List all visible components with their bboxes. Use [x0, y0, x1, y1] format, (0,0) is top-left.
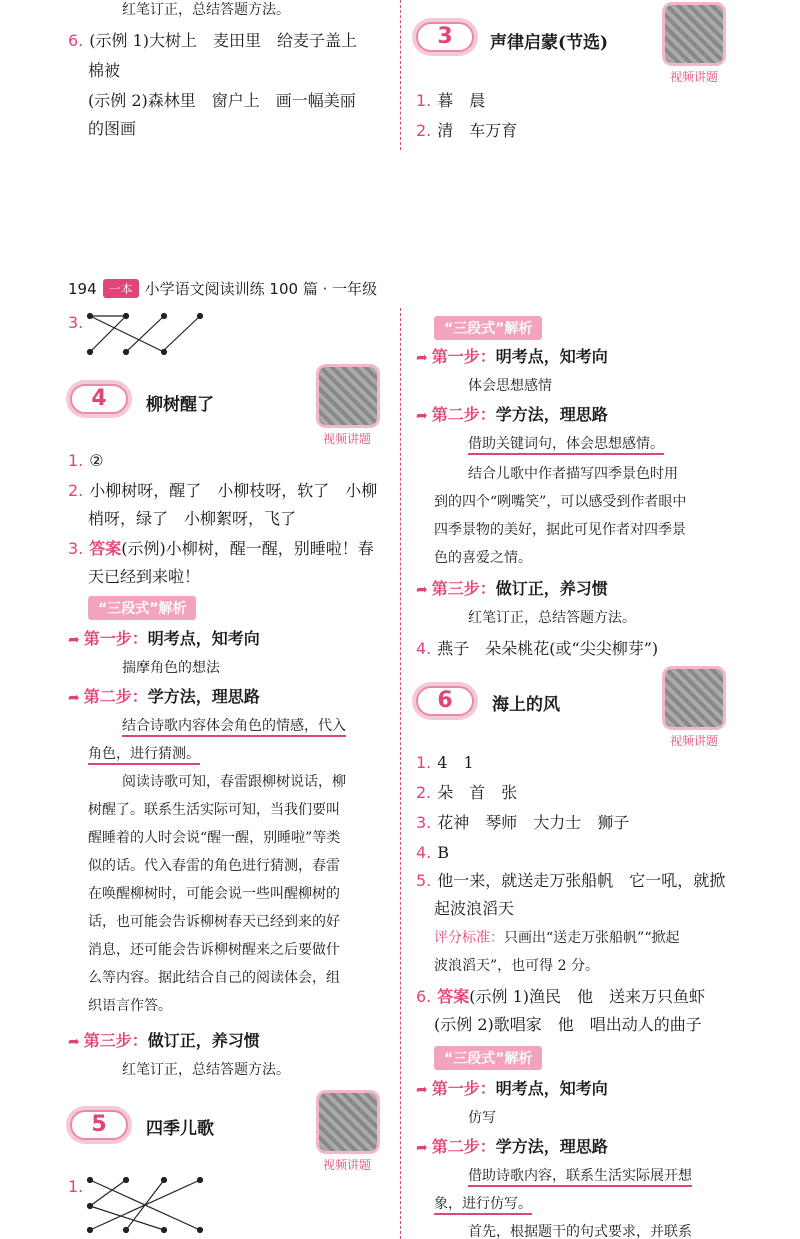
c5-line-a: 他一来，就送走万张船帆 它一吼，就掀 [437, 871, 726, 890]
score-line-b: 波浪滔天”，也可得 2 分。 [434, 958, 599, 974]
left-step2-u1: 结合诗歌内容体会角色的情感，代入 [122, 716, 346, 736]
a2-number: 2. [68, 481, 84, 500]
q6-line-a: (示例 1)大树上 麦田里 给麦子盖上 [89, 31, 358, 50]
t-step1-title: 明考点，知考向 [495, 1079, 608, 1098]
left-step1-body: 揣摩角色的想法 [122, 660, 220, 676]
q6-line-d: 的图画 [88, 119, 137, 138]
left-step2 [68, 686, 260, 709]
q6-line-c: (示例 2)森林里 窗户上 画一幅美丽 [88, 91, 356, 110]
c1-answer: 4 1 [437, 753, 474, 772]
section-6-number: 6 [416, 686, 474, 716]
section-3-number: 3 [416, 22, 474, 52]
section-6-badge [412, 682, 478, 720]
right-q4 [416, 638, 658, 660]
right-c6 [416, 986, 705, 1008]
score-label: 评分标准： [434, 930, 504, 946]
t-step2-name: 第二步： [431, 1137, 496, 1156]
a2-line-a: 小柳树呀，醒了 小柳枝呀，软了 小柳 [89, 481, 378, 500]
left-a1 [68, 450, 104, 472]
a2-line-b: 梢呀，绿了 小柳絮呀，飞了 [88, 509, 297, 528]
section-3-badge [412, 18, 478, 56]
top-q1-answer: 暮 晨 [437, 91, 486, 110]
a1-answer: ② [89, 451, 104, 470]
main-column-divider [400, 308, 401, 1239]
c4-number: 4. [416, 843, 432, 862]
r-step3-title: 做订正，养习惯 [495, 579, 608, 598]
left-step3-body: 红笔订正，总结答题方法。 [122, 1062, 290, 1078]
step-arrow-icon: ➦ [416, 408, 428, 424]
right-c3 [416, 812, 629, 834]
a1-number: 1. [68, 451, 84, 470]
book-title: 小学语文阅读训练 100 篇 · 一年级 [144, 280, 378, 298]
b1-number: 1. [68, 1177, 84, 1196]
right-step2-u1: 借助关键词句，体会思想感情。 [468, 434, 664, 454]
step1-name: 第一步： [83, 629, 148, 648]
c5-number: 5. [416, 871, 432, 890]
left-a3 [68, 538, 374, 560]
left-para-2: 树醒了。联系生活实际可知，当我们要叫 [88, 802, 340, 818]
right-c5 [416, 870, 725, 892]
right-t-step1 [416, 1078, 608, 1101]
right-analysis-tag: “三段式”解析 [434, 316, 542, 340]
section-6-title: 海上的风 [492, 695, 560, 715]
b1-matching-diagram [86, 1176, 206, 1239]
section-4-qr-label: 视频讲题 [323, 432, 372, 446]
top-q2-number: 2. [416, 121, 432, 140]
top-column-divider [400, 0, 401, 150]
top-left-line0: 红笔订正，总结答题方法。 [122, 2, 290, 18]
right-step1-body: 体会思想感情 [468, 378, 552, 394]
c2-number: 2. [416, 783, 432, 802]
a3-number: 3. [68, 539, 84, 558]
top-right-q2 [416, 120, 517, 142]
left-para-5: 在唤醒柳树时，可能会说一些叫醒柳树的 [88, 886, 340, 902]
section-6-qr-code[interactable] [662, 666, 726, 730]
step2-name: 第二步： [83, 687, 148, 706]
c6-number: 6. [416, 987, 432, 1006]
section-3-title: 声律启蒙(节选) [490, 33, 609, 53]
step-arrow-icon: ➦ [416, 582, 428, 598]
left-para-3: 醒睡着的人时会说“醒一醒，别睡啦”等类 [88, 830, 341, 846]
section-5-qr-code[interactable] [316, 1090, 380, 1154]
right-t-step2 [416, 1136, 608, 1159]
r-q4-answer: 燕子 朵朵桃花(或“尖尖柳芽”) [437, 639, 659, 658]
right-para-2: 到的四个“咧嘴笑”，可以感受到作者眼中 [434, 494, 687, 510]
right-para-1: 结合儿歌中作者描写四季景色时用 [468, 466, 678, 482]
left-para-1: 阅读诗歌可知，春雷跟柳树说话，柳 [122, 774, 346, 790]
right-t-para-1: 首先，根据题干的句式要求，并联系 [468, 1224, 692, 1239]
top-q1-number: 1. [416, 91, 432, 110]
right-c1 [416, 752, 474, 774]
step-arrow-icon: ➦ [68, 690, 80, 706]
section-6-qr-label: 视频讲题 [670, 734, 719, 748]
step2-title: 学方法，理思路 [147, 687, 260, 706]
section-3-qr-label: 视频讲题 [670, 70, 719, 84]
c6-answer-label: 答案 [437, 987, 470, 1006]
section-5-number: 5 [70, 1110, 128, 1140]
right-c2 [416, 782, 517, 804]
left-para-9: 织语言作答。 [88, 998, 172, 1014]
top-q2-answer: 清 车万育 [437, 121, 518, 140]
section-5-qr-label: 视频讲题 [323, 1158, 372, 1172]
r-step1-name: 第一步： [431, 347, 496, 366]
left-para-7: 消息，还可能会告诉柳树醒来之后要做什 [88, 942, 340, 958]
q3-matching-diagram [86, 312, 206, 356]
a3-answer-label: 答案 [89, 539, 122, 558]
score-standard [434, 928, 679, 948]
step1-title: 明考点，知考向 [147, 629, 260, 648]
section-3-qr-code[interactable] [662, 2, 726, 66]
left-a2 [68, 480, 377, 502]
right-t-step2-u1: 借助诗歌内容，联系生活实际展开想 [468, 1166, 692, 1186]
section-4-qr-code[interactable] [316, 364, 380, 428]
step3-title: 做订正，养习惯 [147, 1031, 260, 1050]
score-line-a: 只画出“送走万张船帆”“掀起 [504, 930, 680, 946]
right-step3-body: 红笔订正，总结答题方法。 [468, 610, 636, 626]
c3-answer: 花神 琴师 大力士 狮子 [437, 813, 630, 832]
step3-name: 第三步： [83, 1031, 148, 1050]
left-para-8: 么等内容。据此结合自己的阅读体会，组 [88, 970, 340, 986]
step-arrow-icon: ➦ [416, 1082, 428, 1098]
q6-line-b: 棉被 [88, 61, 121, 80]
right-t-step1-body: 仿写 [468, 1110, 496, 1126]
c5-line-b: 起波浪滔天 [434, 899, 515, 918]
r-step2-name: 第二步： [431, 405, 496, 424]
right-t-step2-u2: 象，进行仿写。 [434, 1194, 532, 1214]
right-step1 [416, 346, 608, 369]
left-para-4: 似的话。代入春雷的角色进行猜测，春雷 [88, 858, 340, 874]
step-arrow-icon: ➦ [416, 1140, 428, 1156]
r-step1-title: 明考点，知考向 [495, 347, 608, 366]
left-step2-u2: 角色，进行猜测。 [88, 744, 200, 764]
section-5-title: 四季儿歌 [146, 1119, 214, 1139]
left-para-6: 话，也可能会告诉柳树春天已经到来的好 [88, 914, 340, 930]
c3-number: 3. [416, 813, 432, 832]
right-para-3: 四季景物的美好，据此可见作者对四季景 [434, 522, 686, 538]
step-arrow-icon: ➦ [68, 1034, 80, 1050]
r-step3-name: 第三步： [431, 579, 496, 598]
step-arrow-icon: ➦ [416, 350, 428, 366]
section-4-title: 柳树醒了 [146, 395, 214, 415]
section-4-number: 4 [70, 384, 128, 414]
section-5-badge [66, 1106, 132, 1144]
section-4-badge [66, 380, 132, 418]
c1-number: 1. [416, 753, 432, 772]
a3-line-b: 天已经到来啦！ [88, 567, 201, 586]
right-para-4: 色的喜爱之情。 [434, 550, 532, 566]
page-header [68, 278, 377, 299]
a3-line-a: (示例)小柳树，醒一醒，别睡啦！春 [121, 539, 374, 558]
c2-answer: 朵 首 张 [437, 783, 518, 802]
c4-answer: B [437, 843, 450, 862]
step-arrow-icon: ➦ [68, 632, 80, 648]
right-c4 [416, 842, 449, 864]
book-logo: 一本 [103, 279, 139, 298]
r-q4-number: 4. [416, 639, 432, 658]
t-step2-title: 学方法，理思路 [495, 1137, 608, 1156]
top-left-q6 [68, 30, 357, 52]
left-step3 [68, 1030, 260, 1053]
c6-line-b: (示例 2)歌唱家 他 唱出动人的曲子 [434, 1015, 702, 1034]
left-step1 [68, 628, 260, 651]
q6-number: 6. [68, 31, 84, 50]
r-step2-title: 学方法，理思路 [495, 405, 608, 424]
top-right-q1 [416, 90, 485, 112]
t-step1-name: 第一步： [431, 1079, 496, 1098]
left-analysis-tag: “三段式”解析 [88, 596, 196, 620]
right-analysis-tag-2: “三段式”解析 [434, 1046, 542, 1070]
c6-line-a: (示例 1)渔民 他 送来万只鱼虾 [469, 987, 706, 1006]
q3-number: 3. [68, 313, 84, 332]
page-number: 194 [68, 280, 97, 298]
right-step3 [416, 578, 608, 601]
right-step2 [416, 404, 608, 427]
